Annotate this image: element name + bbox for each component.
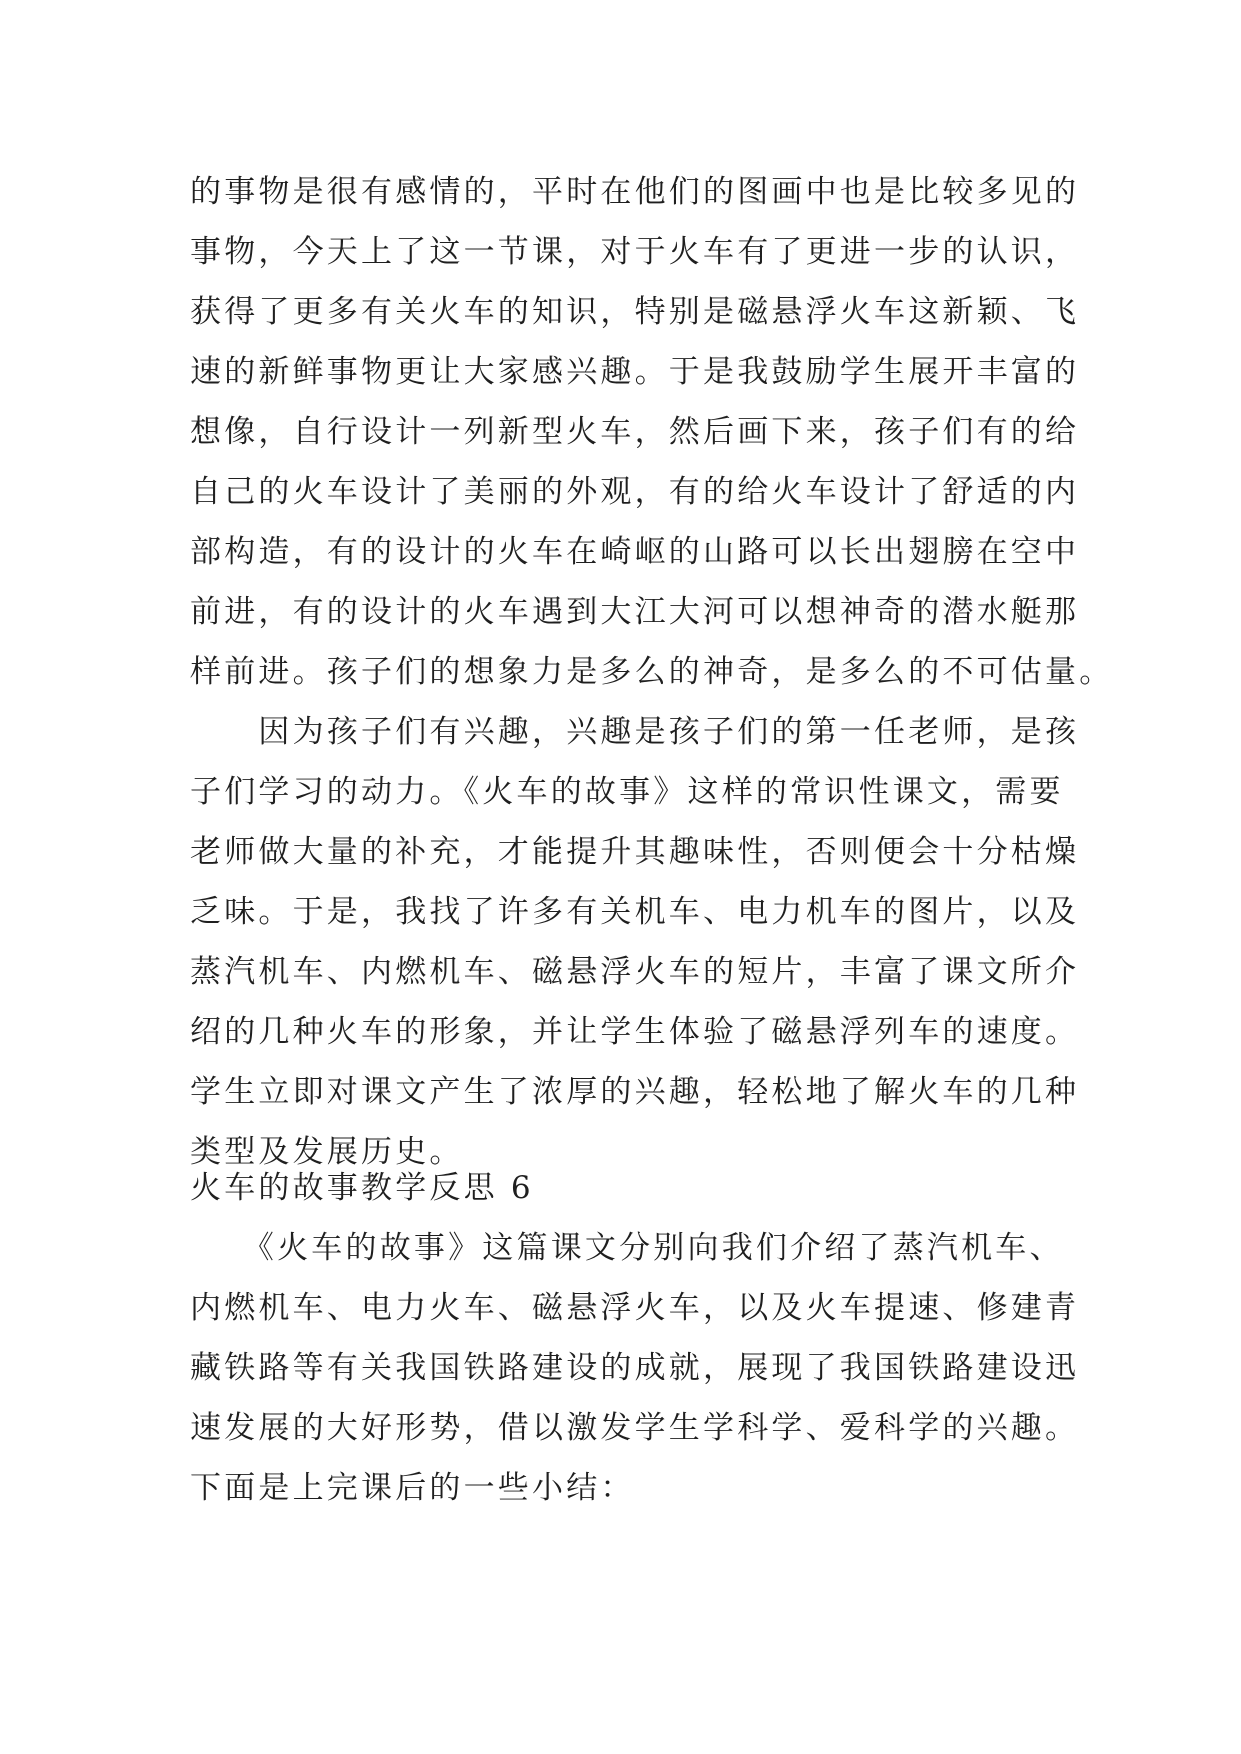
text-line: 下面是上完课后的一些小结： <box>190 1470 635 1506</box>
text-line: 因为孩子们有兴趣，兴趣是孩子们的第一任老师，是孩 <box>190 714 1080 750</box>
text-line: 自己的火车设计了美丽的外观，有的给火车设计了舒适的内 <box>190 474 1080 510</box>
text-line: 蒸汽机车、内燃机车、磁悬浮火车的短片，丰富了课文所介 <box>190 954 1080 990</box>
paragraph-2 <box>190 702 1080 1182</box>
paragraph-1 <box>190 162 1114 702</box>
body-text-upper <box>190 162 1114 1182</box>
text-line: 乏味。于是，我找了许多有关机车、电力机车的图片，以及 <box>190 894 1080 930</box>
text-line: 部构造，有的设计的火车在崎岖的山路可以长出翅膀在空中 <box>190 534 1080 570</box>
text-line: 类型及发展历史。 <box>190 1134 464 1170</box>
text-line: 老师做大量的补充，才能提升其趣味性，否则便会十分枯燥 <box>190 834 1080 870</box>
text-line: 的事物是很有感情的，平时在他们的图画中也是比较多见的 <box>190 174 1080 210</box>
text-line: 速的新鲜事物更让大家感兴趣。于是我鼓励学生展开丰富的 <box>190 354 1080 390</box>
text-line: 藏铁路等有关我国铁路建设的成就，展现了我国铁路建设迅 <box>190 1350 1080 1386</box>
text-line: 想像，自行设计一列新型火车，然后画下来，孩子们有的给 <box>190 414 1080 450</box>
text-line: 绍的几种火车的形象，并让学生体验了磁悬浮列车的速度。 <box>190 1014 1080 1050</box>
body-text-lower <box>190 1218 1080 1518</box>
text-line: 获得了更多有关火车的知识，特别是磁悬浮火车这新颖、飞 <box>190 294 1080 330</box>
text-line: 事物，今天上了这一节课，对于火车有了更进一步的认识， <box>190 234 1080 270</box>
text-line: 子们学习的动力。《火车的故事》这样的常识性课文，需要 <box>190 774 1064 810</box>
text-line: 前进，有的设计的火车遇到大江大河可以想神奇的潜水艇那 <box>190 594 1080 630</box>
text-line: 样前进。孩子们的想象力是多么的神奇，是多么的不可估量。 <box>190 654 1114 690</box>
section-heading: 火车的故事教学反思 6 <box>190 1170 534 1206</box>
text-line: 学生立即对课文产生了浓厚的兴趣，轻松地了解火车的几种 <box>190 1074 1080 1110</box>
text-line: 《火车的故事》这篇课文分别向我们介绍了蒸汽机车、 <box>190 1230 1064 1266</box>
text-line: 内燃机车、电力火车、磁悬浮火车，以及火车提速、修建青 <box>190 1290 1080 1326</box>
text-line: 速发展的大好形势，借以激发学生学科学、爱科学的兴趣。 <box>190 1410 1080 1446</box>
paragraph-3 <box>190 1218 1080 1518</box>
